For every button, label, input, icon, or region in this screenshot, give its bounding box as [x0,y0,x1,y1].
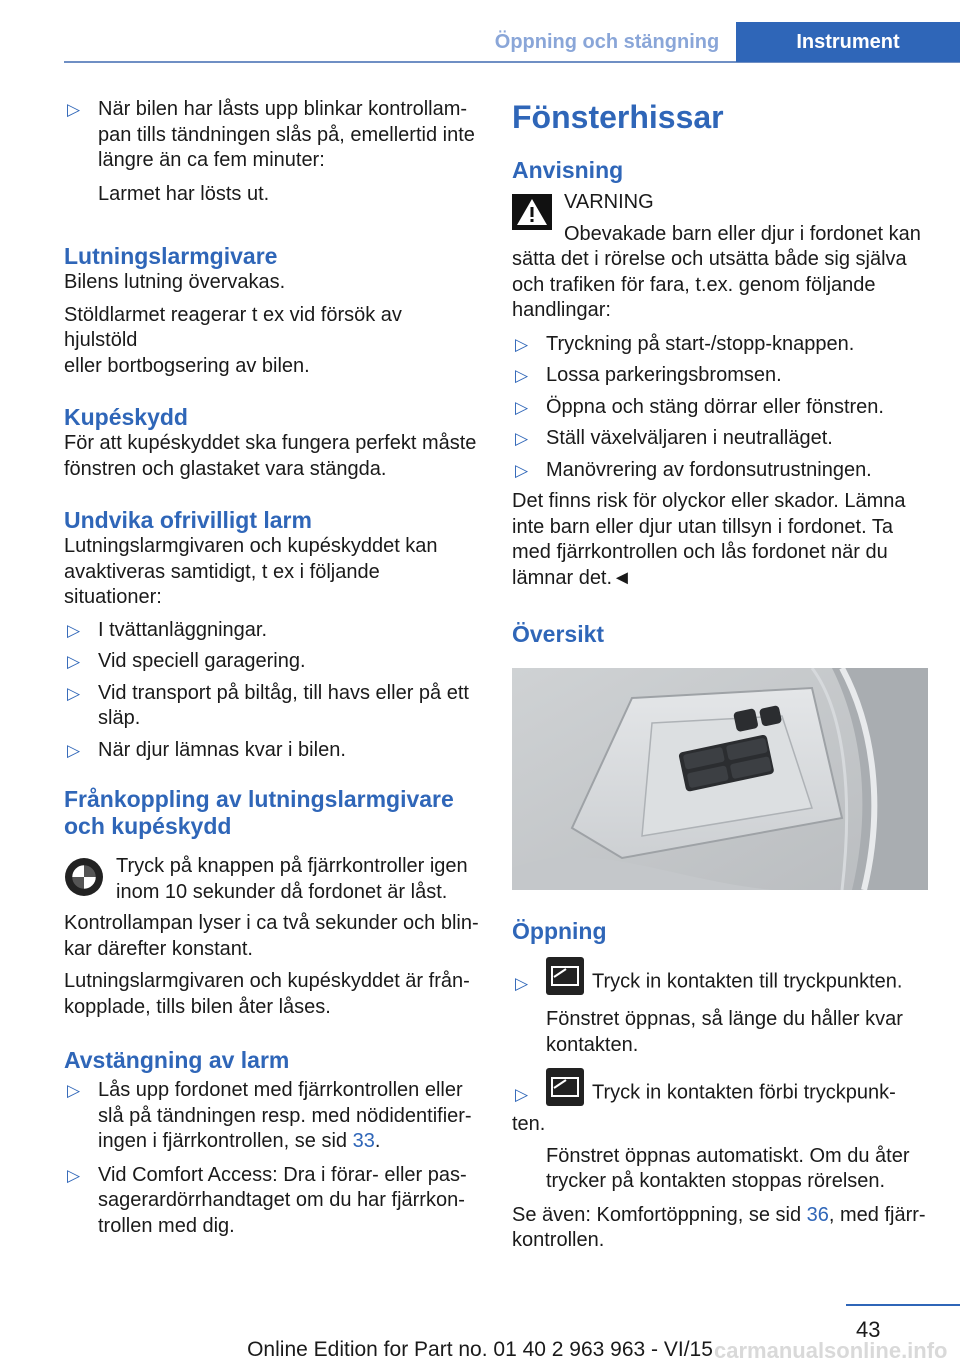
list-item-text: slå på tändningen resp. med nödidentifier- [98,1104,472,1127]
list-item-note: Larmet har lösts ut. [98,182,270,205]
paragraph: Lutningslarmgivaren och kupéskyddet är från- [64,970,470,992]
page-link[interactable]: 36 [806,1203,829,1226]
paragraph: med fjärrkontrollen och lås fordonet när du [512,541,888,563]
bullet-icon: ▷ [67,652,81,671]
bullet-icon: ▷ [67,683,81,703]
section-heading: Kupéskydd [64,404,188,430]
paragraph: Stöldlarmet reagerar t ex vid försök av hjulstöld [64,303,402,351]
list-item-text: kontakten. [546,1033,639,1056]
list-item [512,426,928,452]
warning-block [512,190,928,247]
bullet-icon: ▷ [515,334,529,354]
paragraph: inom 10 sekunder då fordonet är låst. [116,880,448,903]
section-heading: Undvika ofrivilligt larm [64,507,312,533]
bullet-icon: ▷ [515,974,529,993]
paragraph: handlingar: [512,299,611,321]
bullet-icon: ▷ [515,366,529,385]
list-item-text: sagerardörrhandtaget om du har fjärrkon- [98,1189,465,1211]
section-heading: Anvisning [512,157,624,183]
list-item-text: Tryck in kontakten förbi tryckpunk- [592,1081,896,1104]
list-item [512,363,928,389]
list-item [512,1074,928,1195]
paragraph: lämnar det.◄ [512,566,632,589]
left-column [64,97,480,1239]
list-item [64,738,480,764]
paragraph: inte barn eller djur utan tillsyn i fordonet. Ta [512,515,893,538]
paragraph-text: , med fjärr- [828,1203,926,1226]
list-item-text: . [374,1130,381,1152]
list-item [64,618,480,644]
section-heading: Lutningslarmgivare [64,243,278,269]
bullet-icon: ▷ [515,397,529,417]
bullet-icon: ▷ [515,460,529,480]
list-item-text: trycker på kontakten stoppas rörelsen. [546,1170,886,1192]
list-item [512,963,928,1058]
section-heading: Frånkoppling av lutningslarmgivare [64,786,454,812]
list-item-text: Ställ växelväljaren i neutralläget. [546,427,833,449]
paragraph: fönstren och glastaket vara stängda. [64,457,387,480]
list-item-text: När djur lämnas kvar i bilen. [98,738,346,761]
list-item-text: Tryckning på start-/stopp-knappen. [546,332,855,355]
list-item-text: Vid speciell garagering. [98,650,306,672]
paragraph: För att kupéskyddet ska fungera perfekt måste [64,432,477,454]
window-switch-photo [512,668,928,890]
opening-section [512,918,928,1254]
list-item-text: Vid transport på biltåg, till havs eller på ett [98,681,469,704]
section-heading: och kupéskydd [64,813,232,839]
list-item [64,97,480,207]
watermark: carmanualsonline.info [714,1338,948,1363]
paragraph: Det finns risk för olyckor eller skador. Lämna [512,490,906,512]
paragraph: och trafiken för fara, t.ex. genom följande [512,273,876,296]
paragraph: kar därefter konstant. [64,937,253,960]
right-column [512,97,928,648]
paragraph: sätta det i rörelse och utsätta både sig själva [512,248,907,270]
list-item-text: Fönstret öppnas automatiskt. Om du åter [546,1144,910,1167]
list-item [64,681,480,732]
list-item-text: släp. [98,707,141,729]
paragraph: kontrollen. [512,1229,605,1251]
list-item [64,1163,480,1240]
header-section: Öppning och stängning [494,30,720,53]
paragraph: eller bortbogsering av bilen. [64,354,310,377]
warning-label: VARNING [564,191,654,213]
section-heading: Översikt [512,621,605,647]
list-item [512,395,928,421]
list-item-text: trollen med dig. [98,1214,235,1237]
list-item [512,458,928,484]
list-item-text: ten. [512,1113,546,1135]
bullet-icon: ▷ [515,429,529,448]
list-item-text [98,1129,480,1155]
paragraph: avaktiveras samtidigt, t ex i följande situationer: [64,560,380,608]
list-item [64,1078,480,1155]
list-item-text: När bilen har låsts upp blinkar kontrollam- [98,98,468,120]
page-link[interactable]: 33 [352,1130,375,1152]
list-item [64,649,480,675]
list-item-text: I tvättanläggningar. [98,618,268,641]
bullet-icon: ▷ [67,740,81,760]
paragraph [512,1203,928,1229]
bullet-icon: ▷ [67,620,81,640]
list-item-text: pan tills tändningen slås på, emellertid inte [98,123,475,146]
paragraph: Lutningslarmgivaren och kupéskyddet kan [64,535,438,557]
section-heading: Öppning [512,918,607,944]
paragraph: Tryck på knappen på fjärrkontroller igen [116,855,468,877]
list-item-text: Lås upp fordonet med fjärrkontrollen eller [98,1079,463,1101]
bullet-icon: ▷ [67,100,81,119]
footer-edition: Online Edition for Part no. 01 40 2 963 963 - VI/15 [247,1338,713,1361]
bmw-logo-icon [64,857,104,897]
footer-rule [846,1304,960,1306]
warning-icon [512,194,552,230]
section-heading: Avstängning av larm [64,1047,290,1073]
bullet-icon: ▷ [67,1081,81,1100]
window-switch-icon [546,1068,584,1106]
list-item-text: Fönstret öppnas, så länge du håller kvar [546,1008,903,1030]
paragraph: Bilens lutning övervakas. [64,271,286,293]
page-number: 43 [856,1317,881,1342]
bullet-icon: ▷ [67,1165,81,1185]
paragraph: Kontrollampan lyser i ca två sekunder och blin- [64,912,479,934]
remote-instruction [64,854,480,905]
list-item-text: Lossa parkeringsbromsen. [546,364,782,386]
header-chapter-tab: Instrument [736,22,960,62]
list-item [512,332,928,358]
list-item-text: Tryck in kontakten till tryckpunkten. [592,970,903,993]
paragraph-text: Se även: Komfortöppning, se sid [512,1203,807,1226]
bullet-icon: ▷ [515,1085,529,1104]
list-item-text: Vid Comfort Access: Dra i förar- eller pas- [98,1163,467,1186]
list-item-text: längre än ca fem minuter: [98,149,325,171]
page-title: Fönsterhissar [512,99,724,135]
list-item-text: ingen i fjärrkontrollen, se sid [98,1130,353,1152]
paragraph: kopplade, tills bilen åter låses. [64,995,331,1018]
window-switch-icon [546,957,584,995]
paragraph: Obevakade barn eller djur i fordonet kan [564,222,921,245]
list-item-text: Öppna och stäng dörrar eller fönstren. [546,395,884,418]
list-item-text: Manövrering av fordonsutrustningen. [546,458,872,481]
